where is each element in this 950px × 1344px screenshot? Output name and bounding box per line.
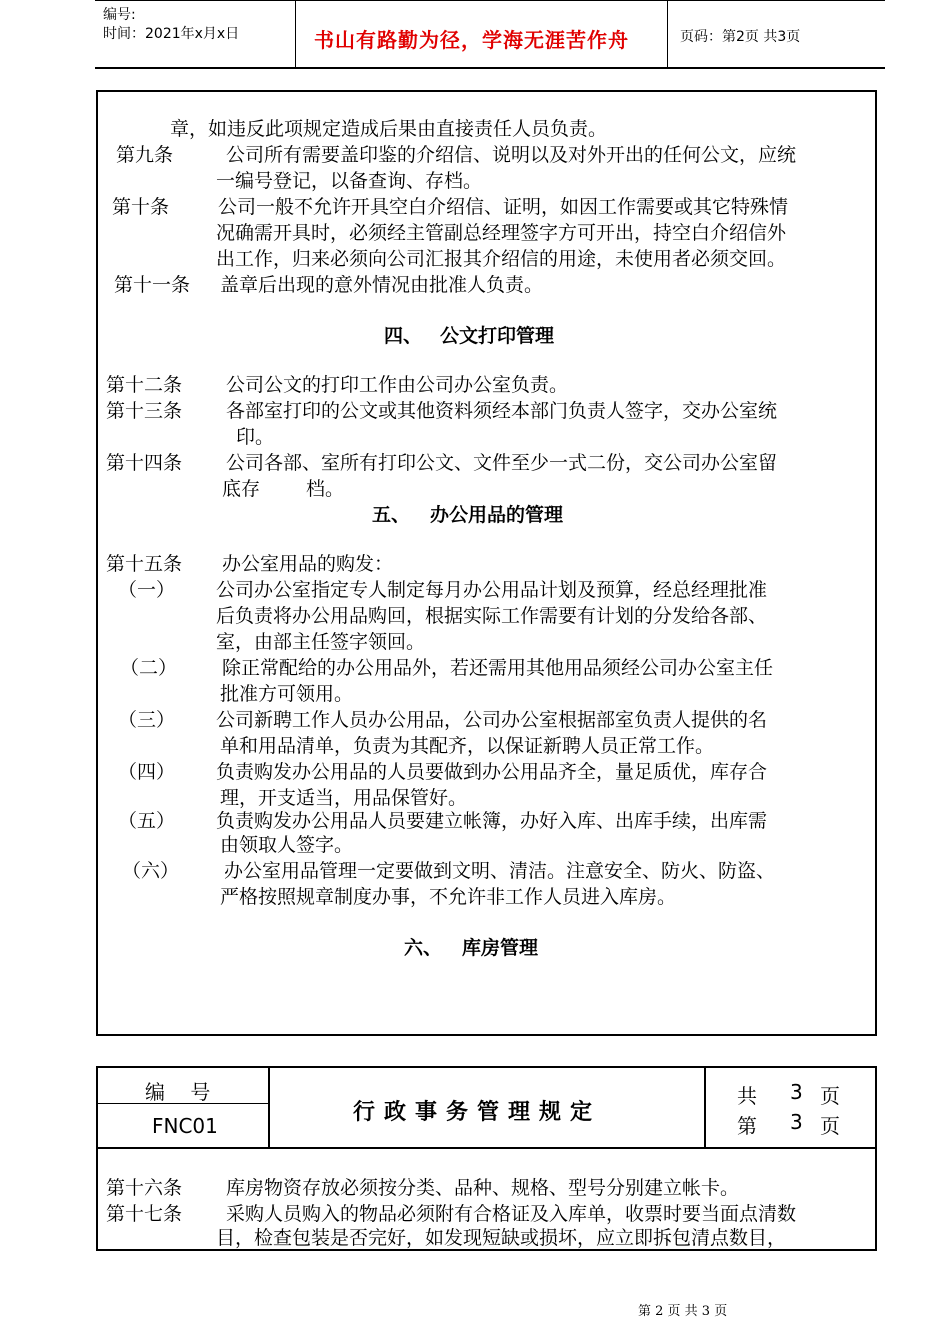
text-line: 公司一般不允许开具空白介绍信、证明，如因工作需要或其它特殊情: [218, 196, 789, 218]
text-line: 公司所有需要盖印鉴的介绍信、说明以及对外开出的任何公文，应统: [226, 144, 797, 166]
form-header-bottom-rule: [96, 1147, 877, 1149]
section-number: 五、: [372, 504, 411, 526]
text-line: 底存: [222, 478, 261, 500]
text-line: 库房物资存放必须按分类、品种、规格、型号分别建立帐卡。: [226, 1177, 740, 1199]
form-total-label: 共: [737, 1084, 757, 1108]
section-heading: 办公用品的管理: [430, 504, 564, 526]
text-line: 批准方可领用。: [220, 683, 354, 705]
section-heading: 库房管理: [462, 937, 539, 959]
text-line: 负责购发办公用品人员要建立帐簿，办好入库、出库手续，出库需: [216, 810, 768, 832]
form-current-unit: 页: [820, 1114, 840, 1138]
form-code-head: 编 号: [145, 1080, 211, 1104]
form-title: 行政事务管理规定: [353, 1099, 602, 1125]
item-label: （一）: [118, 579, 176, 601]
text-line: 办公室用品的购发：: [222, 553, 394, 575]
text-line: 章，如违反此项规定造成后果由直接责任人员负责。: [170, 118, 608, 140]
header-top-rule: [95, 0, 885, 1]
form-current-label: 第: [737, 1114, 757, 1138]
text-line: 档。: [306, 478, 345, 500]
text-line: 各部室打印的公文或其他资料须经本部门负责人签字，交办公室统: [226, 400, 778, 422]
article-label: 第十二条: [106, 374, 183, 396]
item-label: （二）: [120, 657, 178, 679]
article-label: 第十条: [112, 196, 170, 218]
text-line: 公司办公室指定专人制定每月办公用品计划及预算，经总经理批准: [216, 579, 768, 601]
header-divider-right: [667, 0, 668, 68]
item-label: （四）: [118, 761, 176, 783]
text-line: 盖章后出现的意外情况由批准人负责。: [220, 274, 544, 296]
article-label: 第十四条: [106, 452, 183, 474]
header-code-label: 编号:: [103, 7, 136, 23]
text-line: 室，由部主任签字领回。: [216, 631, 426, 653]
text-line: 出工作，归来必须向公司汇报其介绍信的用途，未使用者必须交回。: [216, 248, 787, 270]
header-divider-left: [295, 0, 296, 68]
article-label: 第十七条: [106, 1203, 183, 1225]
section-heading: 公文打印管理: [440, 325, 555, 347]
section-number: 六、: [404, 937, 443, 959]
page-footer: 第 2 页 共 3 页: [638, 1304, 728, 1319]
text-line: 后负责将办公用品购回，根据实际工作需要有计划的分发给各部、: [216, 605, 768, 627]
header-motto: 书山有路勤为径，学海无涯苦作舟: [314, 28, 629, 52]
item-label: （六）: [122, 860, 180, 882]
form-total-unit: 页: [820, 1084, 840, 1108]
text-line: 单和用品清单，负责为其配齐，以保证新聘人员正常工作。: [220, 735, 715, 757]
text-line: 一编号登记，以备查询、存档。: [216, 170, 483, 192]
text-line: 公司各部、室所有打印公文、文件至少一式二份，交公司办公室留: [226, 452, 778, 474]
text-line: 公司新聘工作人员办公用品，公司办公室根据部室负责人提供的名: [216, 709, 768, 731]
text-line: 目，检查包装是否完好，如发现短缺或损坏，应立即拆包清点数目，: [216, 1227, 787, 1249]
text-line: 负责购发办公用品的人员要做到办公用品齐全，量足质优，库存合: [216, 761, 768, 783]
header-page-label: 页码：第2页 共3页: [680, 29, 801, 45]
text-line: 公司公文的打印工作由公司办公室负责。: [226, 374, 569, 396]
item-label: （三）: [118, 709, 176, 731]
article-label: 第十一条: [114, 274, 191, 296]
item-label: （五）: [118, 810, 176, 832]
text-line: 理，开支适当，用品保管好。: [220, 787, 468, 809]
form-code-value: FNC01: [152, 1114, 218, 1138]
text-line: 印。: [236, 426, 275, 448]
article-label: 第十三条: [106, 400, 183, 422]
text-line: 办公室用品管理一定要做到文明、清洁。注意安全、防火、防盗、: [224, 860, 776, 882]
text-line: 况确需开具时，必须经主管副总经理签字方可开出，持空白介绍信外: [216, 222, 787, 244]
article-label: 第十五条: [106, 553, 183, 575]
text-line: 严格按照规章制度办事，不允许非工作人员进入库房。: [220, 886, 677, 908]
text-line: 除正常配给的办公用品外，若还需用其他用品须经公司办公室主任: [222, 657, 774, 679]
text-line: 由领取人签字。: [220, 834, 354, 856]
article-label: 第九条: [116, 144, 174, 166]
form-total-value: 3: [790, 1080, 803, 1104]
header-bottom-rule: [95, 67, 885, 69]
form-header-divider-right: [704, 1066, 706, 1148]
article-label: 第十六条: [106, 1177, 183, 1199]
header-time: 时间：2021年x月x日: [103, 26, 240, 42]
section-number: 四、: [384, 325, 423, 347]
form-header-divider-left: [268, 1066, 270, 1148]
text-line: 采购人员购入的物品必须附有合格证及入库单，收票时要当面点清数: [226, 1203, 797, 1225]
form-current-value: 3: [790, 1110, 803, 1134]
